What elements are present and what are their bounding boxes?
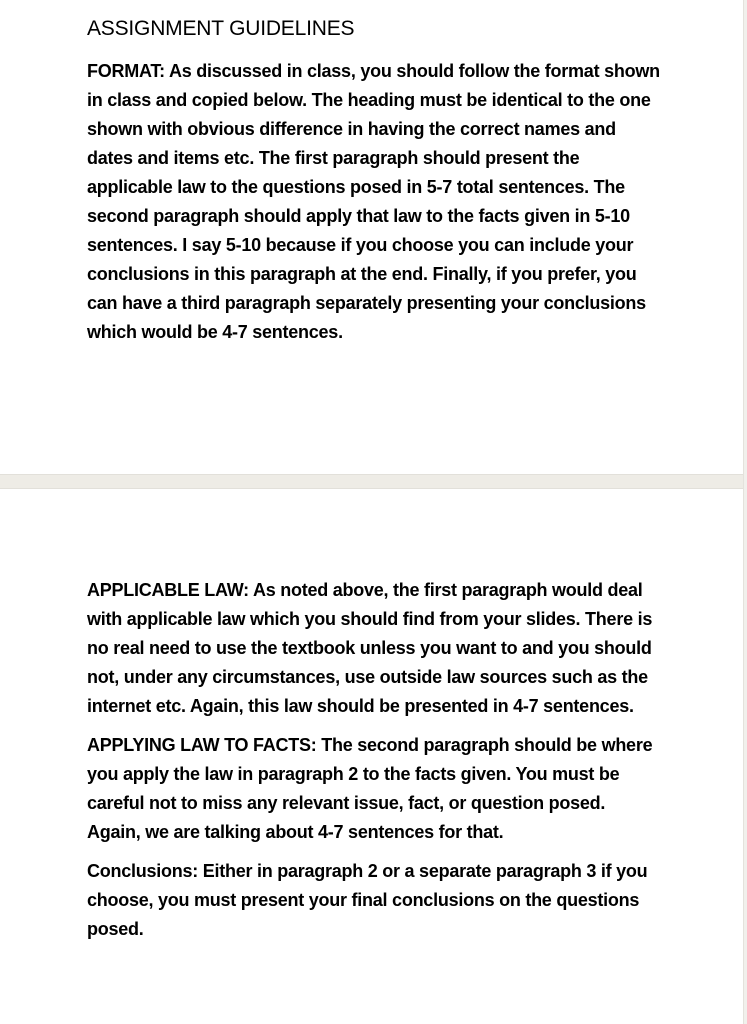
document-page-2 (0, 489, 743, 1024)
conclusions-paragraph: Conclusions: Either in paragraph 2 or a separate paragraph 3 if you choose, you must present your final conclusions on the questions posed. (87, 861, 648, 939)
page-1-content (87, 15, 662, 347)
applying-law-to-facts-paragraph: APPLYING LAW TO FACTS: The second paragraph should be where you apply the law in paragraph 2 to the facts given. You must be careful not to miss any relevant issue, fact, or question posed. Again, we are talking about 4-7 sentences for that. (87, 735, 653, 842)
assignment-guidelines-heading: ASSIGNMENT GUIDELINES (87, 17, 355, 40)
page-2-content (87, 576, 662, 944)
format-paragraph: FORMAT: As discussed in class, you should follow the format shown in class and copied below. The heading must be identical to the one shown with obvious difference in having the correct names and dates and items etc. The first paragraph should present the applicable law to the questions posed in 5-7 total sentences. The second paragraph should apply that law to the facts given in 5-10 sentences. I say 5-10 because if you choose you can include your conclusions in this paragraph at the end. Finally, if you prefer, you can have a third paragraph separately presenting your conclusions which would be 4-7 sentences. (87, 61, 660, 342)
page-right-edge (743, 0, 747, 1024)
document-page-1 (0, 0, 743, 474)
page-break-gap (0, 474, 747, 489)
applicable-law-paragraph: APPLICABLE LAW: As noted above, the first paragraph would deal with applicable law which you should find from your slides. There is no real need to use the textbook unless you want to and you should not, under any circumstances, use outside law sources such as the internet etc. Again, this law should be presented in 4-7 sentences. (87, 580, 653, 716)
